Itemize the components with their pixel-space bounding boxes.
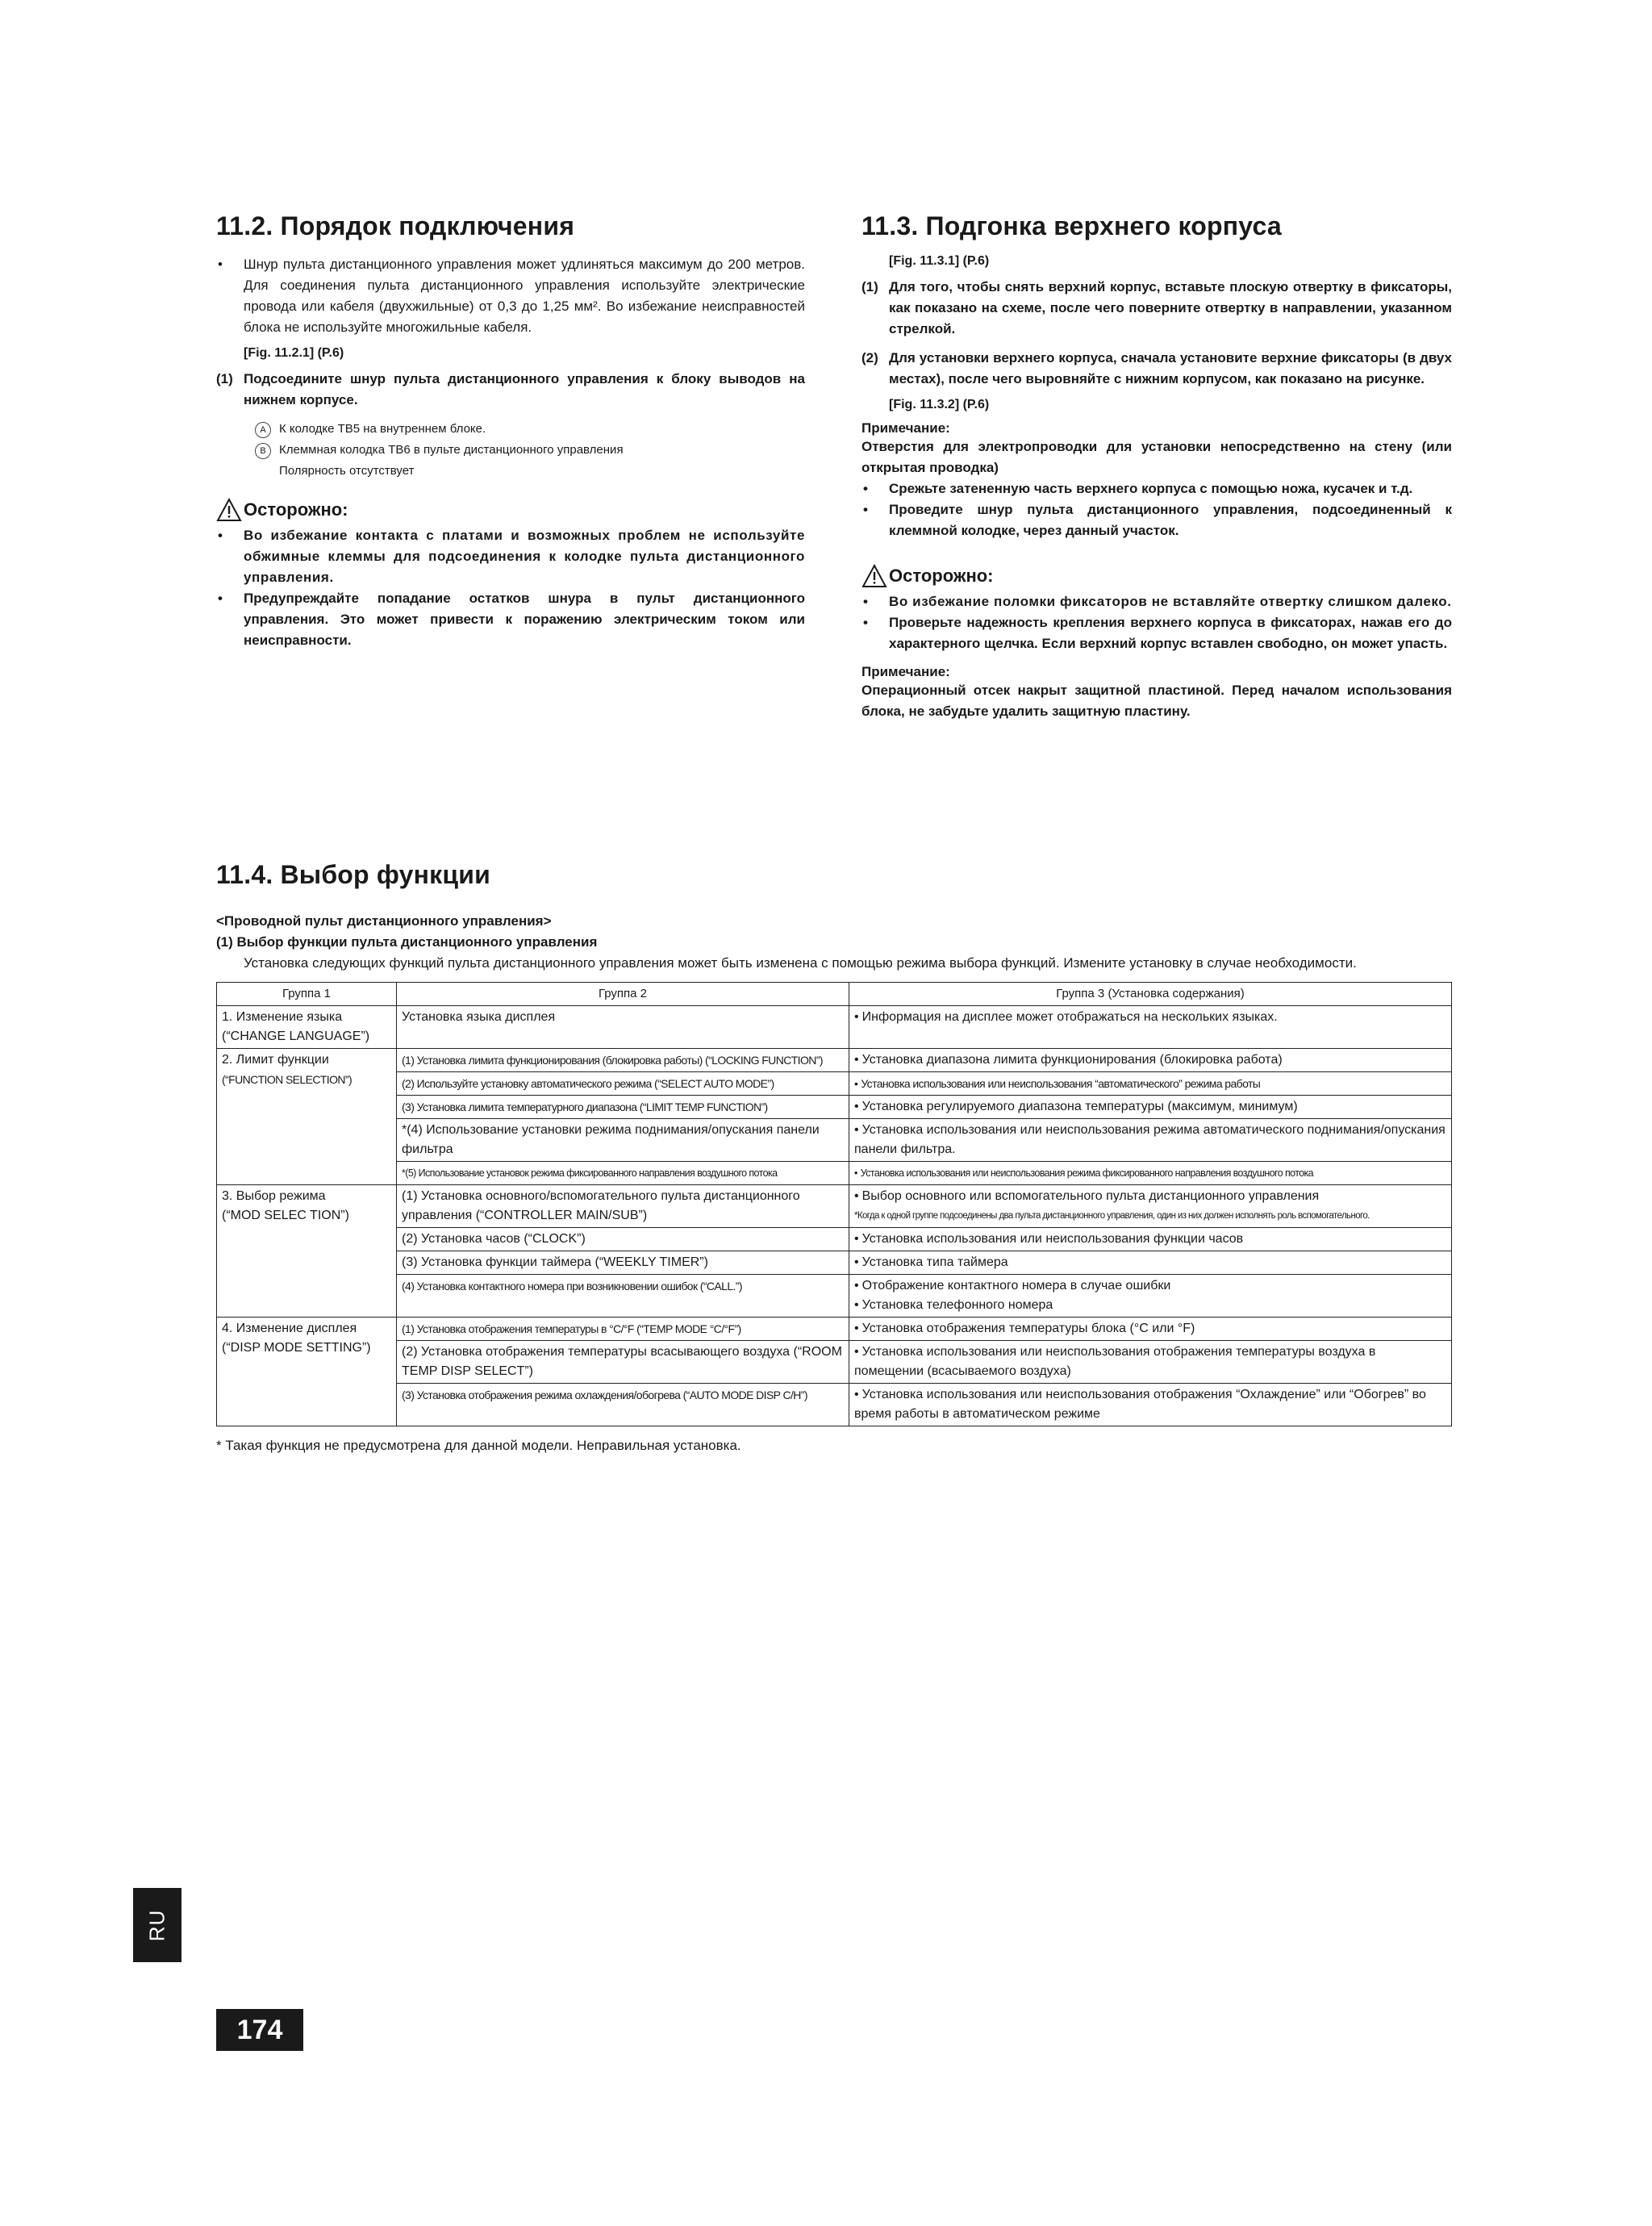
group3-text: • Информация на дисплее может отображаться на нескольких языках. xyxy=(854,1010,1278,1024)
group3-cell xyxy=(849,1275,1452,1318)
table-row xyxy=(217,1096,1452,1119)
group2-cell: (2) Установка отображения температуры всасывающего воздуха (“ROOM TEMP DISP SELECT”) xyxy=(397,1341,849,1384)
group3-cell xyxy=(849,1228,1452,1251)
note-title: Примечание: xyxy=(861,664,950,679)
group1-label: 3. Выбор режима xyxy=(222,1189,326,1203)
section-11-3 xyxy=(861,211,1452,722)
group2-cell: (3) Установка функции таймера (“WEEKLY TIMER”) xyxy=(397,1251,849,1275)
group3-cell xyxy=(849,1318,1452,1341)
column-header: Группа 2 xyxy=(397,983,849,1006)
step-number: (1) xyxy=(216,371,233,386)
group3-text: • Установка типа таймера xyxy=(854,1255,1008,1269)
group3-text: • Выбор основного или вспомогательного пульта дистанционного управления xyxy=(854,1187,1446,1206)
language-code: RU xyxy=(144,1909,169,1941)
function-table xyxy=(216,982,1452,1426)
group2-cell: *(5) Использование установок режима фиксированного направления воздушного потока xyxy=(397,1162,849,1185)
group2-cell: (4) Установка контактного номера при возникновении ошибок (“CALL.”) xyxy=(397,1275,849,1318)
group1-cell xyxy=(217,1318,397,1426)
caution-heading xyxy=(861,564,1452,588)
section-title: 11.3. Подгонка верхнего корпуса xyxy=(861,211,1282,240)
step-number: (1) xyxy=(861,279,878,294)
caution-heading xyxy=(216,498,805,522)
step-item xyxy=(861,277,1452,340)
column-header: Группа 1 xyxy=(217,983,397,1006)
step-item xyxy=(216,369,805,411)
group1-code: (“DISP MODE SETTING”) xyxy=(222,1341,371,1355)
group3-cell xyxy=(849,1006,1452,1049)
footnote: * Такая функция не предусмотрена для данной модели. Неправильная установка. xyxy=(216,1438,741,1453)
section-11-4 xyxy=(216,860,1452,1454)
table-row xyxy=(217,1072,1452,1096)
group3-text: • Отображение контактного номера в случае ошибки xyxy=(854,1276,1446,1296)
bullet-list xyxy=(216,254,805,338)
section-title: 11.4. Выбор функции xyxy=(216,860,491,889)
section-11-2 xyxy=(216,211,805,651)
group1-cell xyxy=(217,1006,397,1049)
table-row xyxy=(217,1162,1452,1185)
step-text: Для установки верхнего корпуса, сначала установите верхние фиксаторы (в двух местах), после чего выровняйте с нижним корпусом, как показано на рисунке. xyxy=(889,350,1452,386)
caution-title: Осторожно: xyxy=(889,566,994,586)
group2-cell: (1) Установка лимита функционирования (блокировка работы) (“LOCKING FUNCTION”) xyxy=(397,1049,849,1072)
group2-cell: Установка языка дисплея xyxy=(397,1006,849,1049)
table-row xyxy=(217,1185,1452,1228)
group1-cell xyxy=(217,1049,397,1185)
group2-cell: (3) Установка лимита температурного диапазона (“LIMIT TEMP FUNCTION”) xyxy=(397,1096,849,1119)
language-tab xyxy=(133,1888,181,1962)
table-row xyxy=(217,1251,1452,1275)
figure-reference: [Fig. 11.2.1] (P.6) xyxy=(244,346,344,360)
group1-label: 4. Изменение дисплея xyxy=(222,1322,357,1335)
list-item: • Предупреждайте попадание остатков шнура в пульт дистанционного управления. Это может привести к поражению электрическим током или неисправности. xyxy=(216,588,805,651)
note-title: Примечание: xyxy=(861,420,950,436)
group3-cell xyxy=(849,1251,1452,1275)
group3-cell xyxy=(849,1384,1452,1426)
group3-text: • Установка отображения температуры блока (°C или °F) xyxy=(854,1322,1195,1335)
group1-code: (“FUNCTION SELECTION”) xyxy=(222,1073,353,1086)
group3-cell xyxy=(849,1072,1452,1096)
note-text: Операционный отсек накрыт защитной пластиной. Перед началом использования блока, не забудьте удалить защитную пластину. xyxy=(861,683,1452,719)
caution-list xyxy=(861,591,1452,654)
group3-cell xyxy=(849,1049,1452,1072)
page-number: 174 xyxy=(216,2009,303,2051)
legend-text: Клеммная колодка TB6 в пульте дистанционного управления xyxy=(279,443,624,457)
subheading: <Проводной пульт дистанционного управления> xyxy=(216,913,552,929)
list-item: • Во избежание контакта с платами и возможных проблем не используйте обжимные клеммы для подсоединения к колодке пульта дистанционного управления. xyxy=(216,525,805,588)
figure-reference: [Fig. 11.3.1] (P.6) xyxy=(889,254,990,268)
warning-icon xyxy=(216,498,242,522)
group2-cell: (2) Установка часов (“CLOCK”) xyxy=(397,1228,849,1251)
group1-code: (“MOD SELEC TION”) xyxy=(222,1209,349,1222)
table-row xyxy=(217,1006,1452,1049)
group1-label: 1. Изменение языка xyxy=(222,1010,343,1024)
step-text: Подсоедините шнур пульта дистанционного управления к блоку выводов на нижнем корпусе. xyxy=(244,371,805,407)
group3-text: • Установка использования или неиспользования режима фиксированного направления воздушного потока xyxy=(854,1167,1313,1179)
group3-text: • Установка регулируемого диапазона температуры (максимум, минимум) xyxy=(854,1100,1298,1113)
legend-item xyxy=(260,440,805,461)
legend-marker: A xyxy=(255,422,271,438)
note-list xyxy=(861,478,1452,541)
group1-cell xyxy=(217,1185,397,1318)
group1-code: (“CHANGE LANGUAGE”) xyxy=(222,1029,370,1043)
list-item: • Проведите шнур пульта дистанционного управления, подсоединенный к клеммной колодке, через данный участок. xyxy=(861,499,1452,541)
group2-cell: (3) Установка отображения режима охлаждения/обогрева (“AUTO MODE DISP C/H”) xyxy=(397,1384,849,1426)
caution-list xyxy=(216,525,805,651)
figure-reference: [Fig. 11.3.2] (P.6) xyxy=(889,398,990,411)
group3-text: • Установка использования или неиспользования отображения “Охлаждение” или “Обогрев” во время работы в автоматическом режиме xyxy=(854,1388,1426,1421)
legend-text: Полярность отсутствует xyxy=(279,464,415,478)
group3-text: • Установка использования или неиспользования “автоматического” режима работы xyxy=(854,1077,1260,1090)
group3-text: • Установка использования или неиспользования режима автоматического поднимания/опускания панели фильтра. xyxy=(854,1123,1446,1156)
step-text: Для того, чтобы снять верхний корпус, вставьте плоскую отвертку в фиксаторы, как показано на схеме, после чего поверните отвертку в направлении, указанном стрелкой. xyxy=(889,279,1452,336)
legend-item xyxy=(260,419,805,440)
table-header-row xyxy=(217,983,1452,1006)
note-text: Отверстия для электропроводки для установки непосредственно на стену (или открытая проводка) xyxy=(861,439,1452,475)
group3-text: • Установка использования или неиспользования функции часов xyxy=(854,1232,1243,1246)
legend-marker: B xyxy=(255,443,271,459)
warning-icon xyxy=(861,564,887,588)
group3-note: *Когда к одной группе подсоединены два пульта дистанционного управления, один из них должен исполнять роль вспомогательного. xyxy=(854,1211,1370,1221)
subheading: (1) Выбор функции пульта дистанционного управления xyxy=(216,934,598,950)
table-row xyxy=(217,1341,1452,1384)
column-header: Группа 3 (Установка содержания) xyxy=(849,983,1452,1006)
table-row xyxy=(217,1228,1452,1251)
group3-text: • Установка использования или неиспользования отображения температуры воздуха в помещении (всасываемого воздуха) xyxy=(854,1345,1375,1378)
group2-cell: (1) Установка отображения температуры в °C/°F (“TEMP MODE °C/°F”) xyxy=(397,1318,849,1341)
intro-text: Установка следующих функций пульта дистанционного управления может быть изменена с помощью режима выбора функций. Измените установку в случае необходимости. xyxy=(244,955,1357,971)
group3-text: • Установка диапазона лимита функционирования (блокировка работа) xyxy=(854,1053,1283,1067)
table-row xyxy=(217,1275,1452,1318)
group3-text: • Установка телефонного номера xyxy=(854,1296,1446,1315)
group2-cell: (1) Установка основного/вспомогательного пульта дистанционного управления (“CONTROLLER MAIN/SUB”) xyxy=(397,1185,849,1228)
table-row xyxy=(217,1119,1452,1162)
group2-cell: (2) Используйте установку автоматического режима (“SELECT AUTO MODE”) xyxy=(397,1072,849,1096)
list-item: • Срежьте затененную часть верхнего корпуса с помощью ножа, кусачек и т.д. xyxy=(861,478,1452,499)
group2-cell: *(4) Использование установки режима поднимания/опускания панели фильтра xyxy=(397,1119,849,1162)
group3-cell xyxy=(849,1162,1452,1185)
group3-cell xyxy=(849,1341,1452,1384)
table-row xyxy=(217,1318,1452,1341)
table-row xyxy=(217,1049,1452,1072)
group3-cell xyxy=(849,1096,1452,1119)
list-item: • Во избежание поломки фиксаторов не вставляйте отвертку слишком далеко. xyxy=(861,591,1452,612)
table-row xyxy=(217,1384,1452,1426)
legend-text: К колодке TB5 на внутреннем блоке. xyxy=(279,422,486,436)
caution-title: Осторожно: xyxy=(244,499,348,520)
list-item: • Шнур пульта дистанционного управления может удлиняться максимум до 200 метров. Для соединения пульта дистанционного управления используйте электрические провода или кабеля (двухжильные) от 0,3 до 1,25 мм². Во избежание неисправностей блока не используйте многожильные кабеля. xyxy=(216,254,805,338)
group3-cell xyxy=(849,1119,1452,1162)
step-item xyxy=(861,348,1452,390)
list-item: • Проверьте надежность крепления верхнего корпуса в фиксаторах, нажав его до характерного щелчка. Если верхний корпус вставлен свободно, он может упасть. xyxy=(861,612,1452,654)
group1-label: 2. Лимит функции xyxy=(222,1053,329,1067)
group3-cell xyxy=(849,1185,1452,1228)
section-title: 11.2. Порядок подключения xyxy=(216,211,575,240)
step-number: (2) xyxy=(861,350,878,365)
